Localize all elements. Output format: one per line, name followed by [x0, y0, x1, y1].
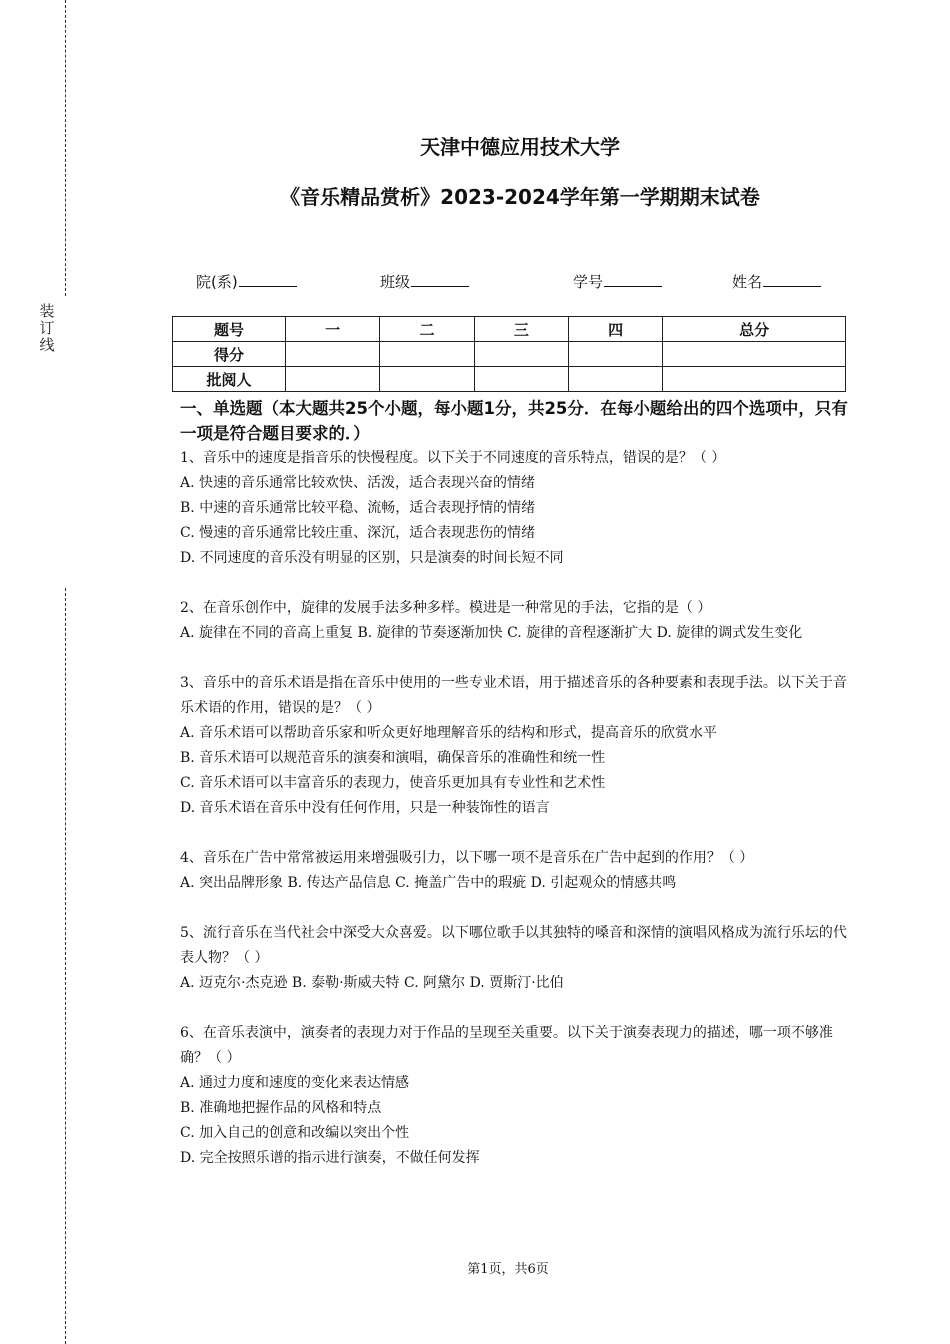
question-stem: 3、音乐中的音乐术语是指在音乐中使用的一些专业术语，用于描述音乐的各种要素和表现手法。以下关于音乐术语的作用，错误的是？（ ）	[180, 675, 847, 716]
score-cell[interactable]	[663, 342, 846, 367]
university-title: 天津中德应用技术大学	[420, 135, 620, 159]
option-d: D. 不同速度的音乐没有明显的区别，只是演奏的时间长短不同	[180, 550, 564, 566]
score-header-cell: 一	[286, 317, 380, 342]
exam-content	[180, 396, 850, 1171]
exam-title: 《音乐精品赏析》2023-2024学年第一学期期末试卷	[280, 185, 760, 209]
class-field	[380, 271, 469, 292]
binding-dashed-line-bottom	[65, 588, 66, 1344]
option-c: C. 音乐术语可以丰富音乐的表现力，使音乐更加具有专业性和艺术性	[180, 775, 606, 791]
score-table-row	[173, 342, 846, 367]
score-cell[interactable]	[474, 342, 568, 367]
question-2	[180, 596, 850, 646]
question-stem: 5、流行音乐在当代社会中深受大众喜爱。以下哪位歌手以其独特的嗓音和深情的演唱风格成为流行乐坛的代表人物？（ ）	[180, 925, 847, 966]
student-id-field	[573, 271, 662, 292]
score-header-cell: 三	[474, 317, 568, 342]
score-cell[interactable]	[568, 342, 662, 367]
section-heading: 一、单选题（本大题共25个小题，每小题1分，共25分．在每小题给出的四个选项中，只有一项是符合题目要求的．）	[180, 399, 848, 443]
option-a: A. 通过力度和速度的变化来表达情感	[180, 1075, 410, 1091]
option-b: B. 准确地把握作品的风格和特点	[180, 1100, 382, 1116]
name-field	[732, 271, 821, 292]
score-table-header-row	[173, 317, 846, 342]
student-id-label: 学号	[573, 273, 604, 291]
option-b: B. 音乐术语可以规范音乐的演奏和演唱，确保音乐的准确性和统一性	[180, 750, 606, 766]
college-label: 院(系)	[196, 273, 238, 291]
options-inline: A. 突出品牌形象 B. 传达产品信息 C. 掩盖广告中的瑕疵 D. 引起观众的情感共鸣	[180, 875, 677, 891]
score-cell[interactable]	[380, 367, 474, 392]
binding-char: 订	[39, 319, 55, 337]
binding-label	[38, 303, 56, 354]
option-d: D. 完全按照乐谱的指示进行演奏，不做任何发挥	[180, 1150, 480, 1166]
option-a: A. 音乐术语可以帮助音乐家和听众更好地理解音乐的结构和形式，提高音乐的欣赏水平	[180, 725, 718, 741]
option-d: D. 音乐术语在音乐中没有任何作用，只是一种装饰性的语言	[180, 800, 550, 816]
question-stem: 2、在音乐创作中，旋律的发展手法多种多样。模进是一种常见的手法，它指的是（ ）	[180, 600, 712, 616]
score-cell[interactable]	[663, 367, 846, 392]
score-cell[interactable]	[286, 367, 380, 392]
score-cell[interactable]	[474, 367, 568, 392]
score-header-cell: 题号	[173, 317, 286, 342]
binding-char: 线	[39, 336, 55, 354]
question-stem: 6、在音乐表演中，演奏者的表现力对于作品的呈现至关重要。以下关于演奏表现力的描述，哪一项不够准确？（ ）	[180, 1025, 833, 1066]
options-inline: A. 迈克尔·杰克逊 B. 泰勒·斯威夫特 C. 阿黛尔 D. 贾斯汀·比伯	[180, 975, 564, 991]
score-header-cell: 二	[380, 317, 474, 342]
question-stem: 1、音乐中的速度是指音乐的快慢程度。以下关于不同速度的音乐特点，错误的是？（ ）	[180, 450, 726, 466]
question-6	[180, 1021, 850, 1171]
score-cell[interactable]	[568, 367, 662, 392]
question-4	[180, 846, 850, 896]
class-blank[interactable]	[411, 271, 469, 287]
score-table-row	[173, 367, 846, 392]
option-a: A. 快速的音乐通常比较欢快、活泼，适合表现兴奋的情绪	[180, 475, 536, 491]
binding-char: 装	[39, 302, 55, 320]
college-field	[196, 271, 297, 292]
question-5	[180, 921, 850, 996]
score-row-label: 得分	[173, 342, 286, 367]
score-header-cell: 四	[568, 317, 662, 342]
name-label: 姓名	[732, 273, 763, 291]
options-inline: A. 旋律在不同的音高上重复 B. 旋律的节奏逐渐加快 C. 旋律的音程逐渐扩大 D. 旋律的调式发生变化	[180, 625, 803, 641]
option-c: C. 加入自己的创意和改编以突出个性	[180, 1125, 410, 1141]
score-header-cell: 总分	[663, 317, 846, 342]
question-3	[180, 671, 850, 821]
score-row-label: 批阅人	[173, 367, 286, 392]
question-stem: 4、音乐在广告中常常被运用来增强吸引力，以下哪一项不是音乐在广告中起到的作用？（ ）	[180, 850, 754, 866]
question-1	[180, 446, 850, 571]
name-blank[interactable]	[763, 271, 821, 287]
page-footer: 第1页，共6页	[467, 1262, 549, 1277]
student-id-blank[interactable]	[604, 271, 662, 287]
option-b: B. 中速的音乐通常比较平稳、流畅，适合表现抒情的情绪	[180, 500, 536, 516]
option-c: C. 慢速的音乐通常比较庄重、深沉，适合表现悲伤的情绪	[180, 525, 536, 541]
score-table	[172, 316, 846, 392]
score-cell[interactable]	[380, 342, 474, 367]
score-cell[interactable]	[286, 342, 380, 367]
college-blank[interactable]	[239, 271, 297, 287]
class-label: 班级	[380, 273, 411, 291]
